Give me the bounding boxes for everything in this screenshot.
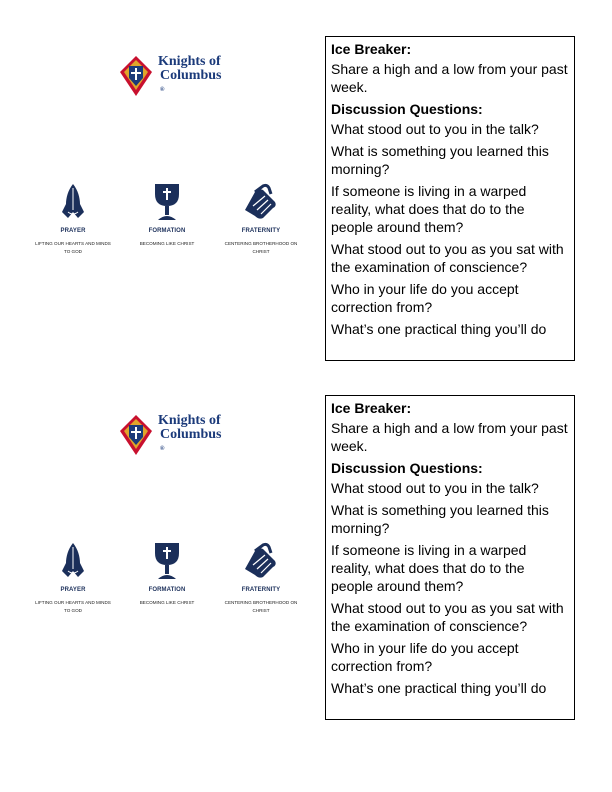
logo-line-2: Columbus ® — [160, 427, 222, 452]
logo-line-1: Knights of — [158, 54, 221, 69]
chalice-icon — [152, 541, 182, 581]
question-item: What stood out to you in the talk? — [331, 121, 539, 137]
chalice-icon — [152, 182, 182, 222]
discussion-heading: Discussion Questions: — [331, 101, 483, 117]
icebreaker-heading: Ice Breaker: — [331, 41, 412, 57]
question-item: What stood out to you as you sat with the examination of conscience? — [331, 241, 564, 275]
knights-of-columbus-logo — [118, 413, 221, 457]
icebreaker-text: Share a high and a low from your past week. — [331, 420, 568, 454]
pillar-subtitle: CENTERING BROTHERHOOD ON CHRIST — [224, 600, 298, 613]
question-item: If someone is living in a warped reality, what does that do to the people around them? — [331, 542, 527, 594]
card-bottom — [0, 359, 612, 699]
pillar-fraternity — [216, 541, 306, 615]
pillar-prayer — [28, 541, 118, 615]
pillar-subtitle: LIFTING OUR HEARTS AND MINDS TO GOD — [35, 600, 111, 613]
question-item: What is something you learned this morning? — [331, 143, 549, 177]
question-item: If someone is living in a warped reality, what does that do to the people around them? — [331, 183, 527, 235]
pillar-fraternity — [216, 182, 306, 256]
question-list — [331, 120, 569, 338]
praying-hands-icon — [58, 541, 88, 581]
kofc-emblem-icon — [118, 54, 154, 98]
praying-hands-icon — [58, 182, 88, 222]
icebreaker-text: Share a high and a low from your past week. — [331, 61, 568, 95]
discussion-box — [325, 36, 575, 361]
clasped-hands-icon — [241, 541, 281, 581]
question-item: Who in your life do you accept correction from? — [331, 281, 519, 315]
logo-line-1: Knights of — [158, 413, 221, 428]
question-item: What’s one practical thing you’ll do — [331, 321, 547, 337]
pillar-subtitle: BECOMING LIKE CHRIST — [139, 241, 195, 246]
pillar-prayer — [28, 182, 118, 256]
kofc-emblem-icon — [118, 413, 154, 457]
question-item: What stood out to you as you sat with the examination of conscience? — [331, 600, 564, 634]
pillar-title: FORMATION — [148, 228, 186, 234]
pillar-formation — [122, 182, 212, 248]
icebreaker-heading: Ice Breaker: — [331, 400, 412, 416]
knights-of-columbus-logo — [118, 54, 221, 98]
discussion-box — [325, 395, 575, 720]
question-item: What stood out to you in the talk? — [331, 480, 539, 496]
logo-wordmark — [158, 55, 221, 97]
discussion-heading: Discussion Questions: — [331, 460, 483, 476]
pillar-formation — [122, 541, 212, 607]
clasped-hands-icon — [241, 182, 281, 222]
pillar-title: FRATERNITY — [241, 228, 281, 234]
card-top — [0, 0, 612, 340]
pillar-title: FRATERNITY — [241, 587, 281, 593]
logo-line-2: Columbus ® — [160, 68, 222, 93]
question-item: What’s one practical thing you’ll do — [331, 680, 547, 696]
pillar-subtitle: LIFTING OUR HEARTS AND MINDS TO GOD — [35, 241, 111, 254]
pillar-title: PRAYER — [60, 228, 86, 234]
pillar-subtitle: CENTERING BROTHERHOOD ON CHRIST — [224, 241, 298, 254]
logo-wordmark — [158, 414, 221, 456]
pillar-title: PRAYER — [60, 587, 86, 593]
pillar-subtitle: BECOMING LIKE CHRIST — [139, 600, 195, 605]
question-item: Who in your life do you accept correction from? — [331, 640, 519, 674]
question-list — [331, 479, 569, 697]
pillar-title: FORMATION — [148, 587, 186, 593]
question-item: What is something you learned this morning? — [331, 502, 549, 536]
